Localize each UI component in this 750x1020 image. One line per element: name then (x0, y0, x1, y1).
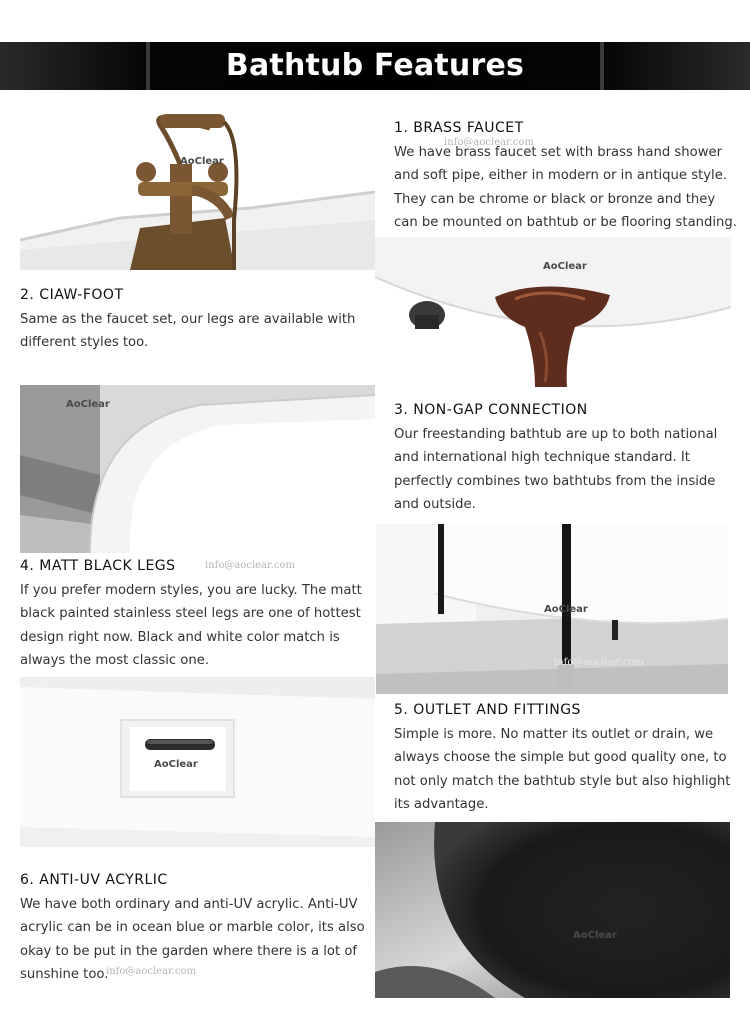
watermark-text: info@aoclear.com (205, 560, 295, 571)
feature-title: 5. OUTLET AND FITTINGS (394, 702, 581, 718)
photo-non-gap-connection (20, 385, 375, 553)
feature-description: We have both ordinary and anti-UV acrylic. Anti-UV acrylic can be in ocean blue or marble color, its also okay to be put in the garden where there is a lot of sunshine too. (20, 897, 365, 983)
header-banner (0, 42, 750, 90)
photo-brass-faucet (20, 100, 375, 270)
acrylic-tub-illustration (375, 822, 730, 998)
feature-title: 4. MATT BLACK LEGS (20, 558, 176, 574)
feature-description: Simple is more. No matter its outlet or drain, we always choose the simple but good quality one, to not only match the bathtub style but also highlight its advantage. (394, 727, 731, 813)
brand-logo: AoClear (543, 261, 587, 272)
feature-title: 6. ANTI-UV ACYRLIC (20, 872, 168, 888)
photo-matt-black-legs (376, 524, 728, 694)
brand-logo: AoClear (66, 399, 110, 410)
photo-anti-uv-acrylic (375, 822, 730, 998)
watermark-text: info@aoclear.com (444, 137, 534, 148)
brand-logo: AoClear (180, 156, 224, 167)
feature-description: If you prefer modern styles, you are lucky. The matt black painted stainless steel legs are one of hottest design right now. Black and white color match is always the most classic one. (20, 583, 362, 669)
feature-description: We have brass faucet set with brass hand shower and soft pipe, either in modern or in antique style. They can be chrome or black or bronze and they can be mounted on bathtub or be flooring standing. (394, 145, 737, 231)
feature-title: 3. NON-GAP CONNECTION (394, 402, 588, 418)
brand-logo: AoClear (573, 930, 617, 941)
faucet-illustration (20, 100, 375, 270)
brand-logo: AoClear (544, 604, 588, 615)
bathtub-edge-illustration (20, 385, 375, 553)
photo-claw-foot (375, 237, 731, 397)
feature-title: 1. BRASS FAUCET (394, 120, 524, 136)
feature-description: Our freestanding bathtub are up to both national and international high technique standard. It perfectly combines two bathtubs from the inside and outside. (394, 427, 718, 513)
feature-title: 2. CIAW-FOOT (20, 287, 124, 303)
brand-logo: AoClear (154, 759, 198, 770)
feature-description: Same as the faucet set, our legs are available with different styles too. (20, 312, 356, 351)
page-title: Bathtub Features (225, 48, 525, 83)
photo-outlet-fittings (20, 677, 375, 847)
banner-divider (600, 42, 604, 90)
watermark-text: info@aoclear.com (106, 966, 196, 977)
watermark-text: info@aoclear.com (554, 657, 644, 668)
